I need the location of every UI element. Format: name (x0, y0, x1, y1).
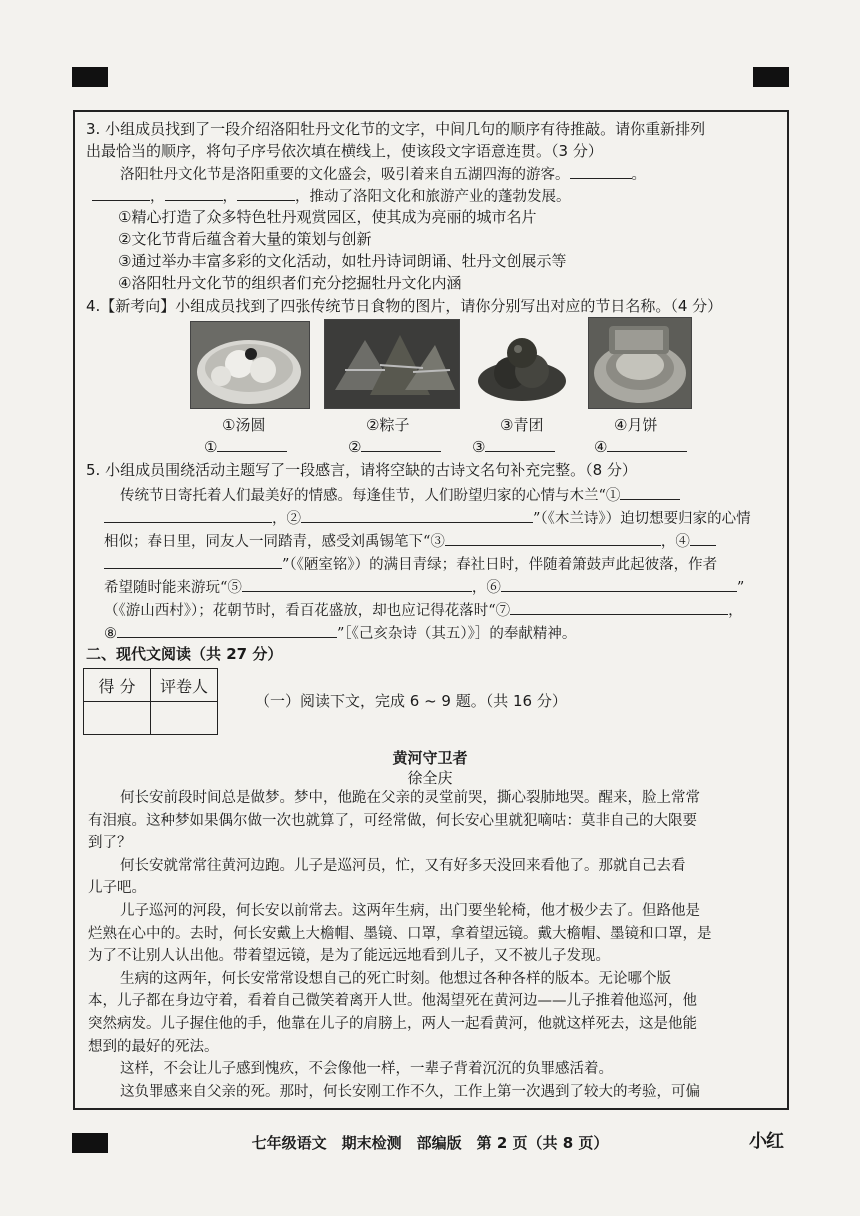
q4-answer-1: ① (204, 437, 287, 457)
q5-line2: ，② ”（《木兰诗》）迫切想要归家的心情 (104, 508, 751, 529)
article-line: 何长安就常常往黄河边跑。儿子是巡河员，忙，又有好多天没回来看他了。那就自己去看 (120, 857, 686, 874)
q3-blank-4[interactable] (237, 186, 295, 201)
q4-answer-4: ④ (594, 437, 687, 457)
q5-blank-4[interactable] (690, 531, 716, 546)
score-label: 得 分 (84, 669, 151, 702)
publisher-logo: 小红 (749, 1131, 783, 1152)
q5-blank-5[interactable] (242, 577, 472, 592)
q4-stem: 4.【新考向】小组成员找到了四张传统节日食物的图片，请你分别写出对应的节日名称。（4 分） (86, 297, 723, 315)
yuebing-photo (588, 317, 692, 409)
caption-1: ①汤圆 (222, 416, 266, 434)
q3-blank-3[interactable] (165, 186, 223, 201)
article-line: 有泪痕。这种梦如果偶尔做一次也就算了，可经常做，何长安心里就犯嘀咕：莫非自己的大限要 (88, 812, 697, 829)
q5-blank-3[interactable] (445, 531, 661, 546)
q5-blank-1-cont[interactable] (104, 508, 272, 523)
q4-answer-blank-1[interactable] (217, 437, 287, 452)
article-title: 黄河守卫者 (392, 749, 468, 767)
q5-blank-2[interactable] (301, 508, 533, 523)
q5-blank-8[interactable] (117, 623, 337, 638)
registration-mark-top-right (753, 67, 789, 87)
page-footer: 七年级语文 期末检测 部编版 第 2 页（共 8 页） (251, 1134, 609, 1152)
q4-answer-blank-4[interactable] (607, 437, 687, 452)
q5-line6: （《游山西村》）；花朝节时，看百花盛放，却也应记得花落时“⑦ ， (104, 600, 743, 621)
score-table (83, 668, 218, 735)
score-cell[interactable] (84, 702, 151, 735)
caption-2: ②粽子 (366, 416, 410, 434)
q5-line5: 希望随时能来游玩“⑤ ，⑥ ” (104, 577, 744, 598)
q3-option-2: ②文化节背后蕴含着大量的策划与创新 (118, 230, 372, 248)
section2-instruction: （一）阅读下文，完成 6 ~ 9 题。（共 16 分） (255, 692, 567, 710)
q5-blank-7[interactable] (510, 600, 728, 615)
q5-blank-4-cont[interactable] (104, 554, 282, 569)
qingtuan-photo (476, 323, 568, 407)
article-line: 烂熟在心中的。去时，何长安戴上大檐帽、墨镜、口罩，拿着望远镜。戴大檐帽、墨镜和口罩，是 (88, 925, 712, 942)
q3-stem-line2: 出最恰当的顺序，将句子序号依次填在横线上，使该段文字语意连贯。（3 分） (86, 142, 603, 160)
article-line: 儿子吧。 (88, 880, 146, 897)
q5-blank-6[interactable] (501, 577, 737, 592)
article-author: 徐全庆 (407, 769, 453, 787)
q5-line4: ”（《陋室铭》）的满目青绿；春社日时，伴随着箫鼓声此起彼落，作者 (104, 554, 717, 575)
q4-answer-2: ② (348, 437, 441, 457)
q3-stem-line1: 3. 小组成员找到了一段介绍洛阳牡丹文化节的文字，中间几句的顺序有待推敲。请你重新排列 (86, 120, 706, 138)
q5-line3: 相似；春日里，同友人一同踏青，感受刘禹锡笔下“③ ，④ (104, 531, 716, 552)
caption-4: ④月饼 (614, 416, 658, 434)
q3-blank-1[interactable] (570, 164, 632, 179)
zongzi-photo (324, 319, 460, 409)
q5-line1: 传统节日寄托着人们最美好的情感。每逢佳节，人们盼望归家的心情与木兰“① (120, 485, 680, 506)
article-line: 为了不让别人认出他。带着望远镜，是为了能远远地看到儿子，又不被儿子发现。 (88, 948, 610, 965)
article-line: 生病的这两年，何长安常常设想自己的死亡时刻。他想过各种各样的版本。无论哪个版 (120, 970, 671, 987)
q5-stem: 5. 小组成员围绕活动主题写了一段感言，请将空缺的古诗文名句补充完整。（8 分） (86, 461, 637, 479)
section2-heading: 二、现代文阅读（共 27 分） (86, 645, 283, 663)
tangyuan-photo (190, 321, 310, 409)
q3-option-1: ①精心打造了众多特色牡丹观赏园区，使其成为亮丽的城市名片 (118, 208, 537, 226)
article-line: 本，儿子都在身边守着，看着自己微笑着离开人世。他渴望死在黄河边——儿子推着他巡河，他 (88, 993, 697, 1010)
article-line: 这样，不会让儿子感到愧疚，不会像他一样，一辈子背着沉沉的负罪感活着。 (120, 1061, 613, 1078)
article-line: 突然病发。儿子握住他的手，他靠在儿子的肩膀上，两人一起看黄河，他就这样死去，这是他能 (88, 1016, 697, 1032)
q3-blank-2[interactable] (92, 186, 150, 201)
q5-line7: ⑧ ”［《己亥杂诗（其五）》］的奉献精神。 (104, 623, 576, 644)
article-line: 想到的最好的死法。 (88, 1038, 219, 1055)
q3-passage-line1: 洛阳牡丹文化节是洛阳重要的文化盛会，吸引着来自五湖四海的游客。 。 (120, 164, 646, 185)
grader-label: 评卷人 (151, 669, 218, 702)
registration-mark-top-left (72, 67, 108, 87)
q4-answer-blank-2[interactable] (361, 437, 441, 452)
q3-passage-line2: ， ， ，推动了洛阳文化和旅游产业的蓬勃发展。 (92, 186, 571, 207)
grader-cell[interactable] (151, 702, 218, 735)
article-line: 何长安前段时间总是做梦。梦中，他跪在父亲的灵堂前哭，撕心裂肺地哭。醒来，脸上常常 (120, 790, 700, 806)
q5-blank-1[interactable] (620, 485, 680, 500)
q3-option-4: ④洛阳牡丹文化节的组织者们充分挖掘牡丹文化内涵 (118, 274, 462, 292)
article-line: 这负罪感来自父亲的死。那时，何长安刚工作不久，工作上第一次遇到了较大的考验，可偏 (120, 1083, 700, 1100)
article-line: 儿子巡河的河段，何长安以前常去。这两年生病，出门要坐轮椅，他才极少去了。但路他是 (120, 903, 700, 919)
q4-answer-blank-3[interactable] (485, 437, 555, 452)
article-line: 到了？ (88, 835, 132, 852)
q3-option-3: ③通过举办丰富多彩的文化活动，如牡丹诗词朗诵、牡丹文创展示等 (118, 252, 567, 270)
caption-3: ③青团 (500, 416, 544, 434)
q4-answer-3: ③ (472, 437, 555, 457)
